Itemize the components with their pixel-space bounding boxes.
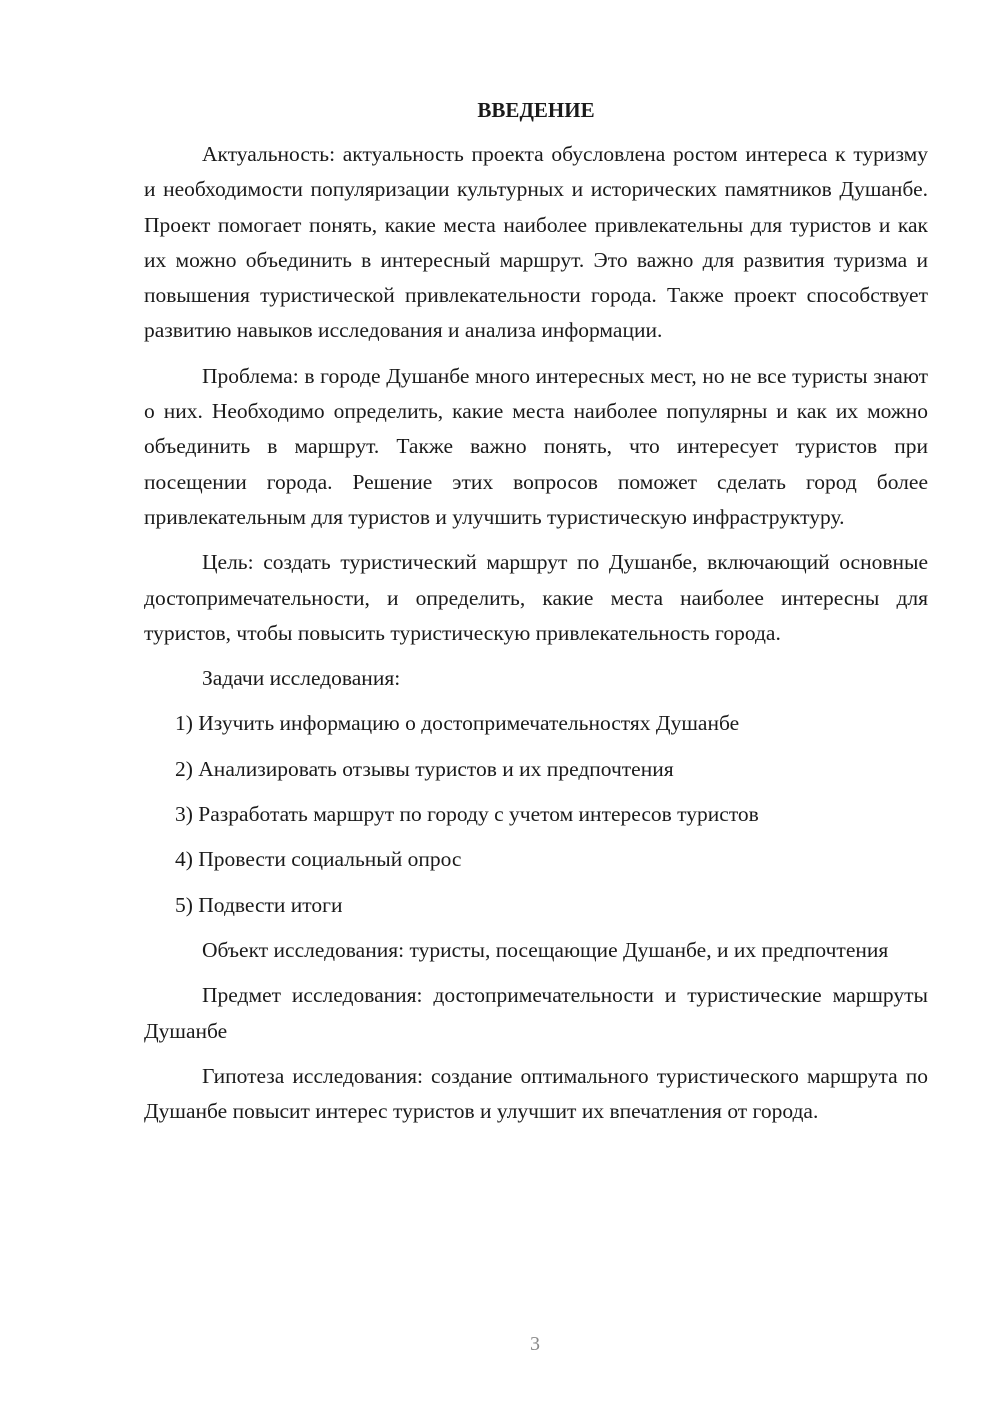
relevance-paragraph: Актуальность: актуальность проекта обусловлена ростом интереса к туризму и необходимости популяризации культурных и исторических памятников Душанбе. Проект помогает понять, какие места наиболее привлекательны для туристов и как их можно объединить в интересный маршрут. Это важно для развития туризма и повышения туристической привлекательности города. Также проект способствует развитию навыков исследования и анализа информации.	[144, 142, 928, 343]
problem-paragraph: Проблема: в городе Душанбе много интересных мест, но не все туристы знают о них. Необходимо определить, какие места наиболее популярны и как их можно объединить в маршрут. Также важно понять, что интересует туристов при посещении города. Решение этих вопросов поможет сделать город более привлекательным для туристов и улучшить туристическую инфраструктуру.	[144, 363, 928, 529]
page-title: ВВЕДЕНИЕ	[477, 98, 595, 122]
task-item: 4) Провести социальный опрос	[175, 847, 462, 872]
document-page	[144, 95, 928, 1139]
page-number: 3	[530, 1333, 540, 1355]
subject-paragraph: Предмет исследования: достопримечательности и туристические маршруты Душанбе	[144, 983, 928, 1043]
hypothesis-paragraph: Гипотеза исследования: создание оптимального туристического маршрута по Душанбе повысит интерес туристов и улучшит их впечатления от города.	[144, 1063, 928, 1124]
task-item: 3) Разработать маршрут по городу с учетом интересов туристов	[175, 802, 759, 827]
tasks-list	[144, 706, 928, 922]
task-item: 2) Анализировать отзывы туристов и их предпочтения	[175, 756, 674, 781]
task-item: 5) Подвести итоги	[175, 892, 343, 917]
tasks-heading: Задачи исследования:	[202, 666, 401, 691]
object-paragraph: Объект исследования: туристы, посещающие Душанбе, и их предпочтения	[202, 937, 889, 962]
task-item: 1) Изучить информацию о достопримечательностях Душанбе	[175, 711, 740, 736]
goal-paragraph: Цель: создать туристический маршрут по Душанбе, включающий основные достопримечательности, и определить, какие места наиболее интересны для туристов, чтобы повысить туристическую привлекательность города.	[144, 550, 928, 645]
